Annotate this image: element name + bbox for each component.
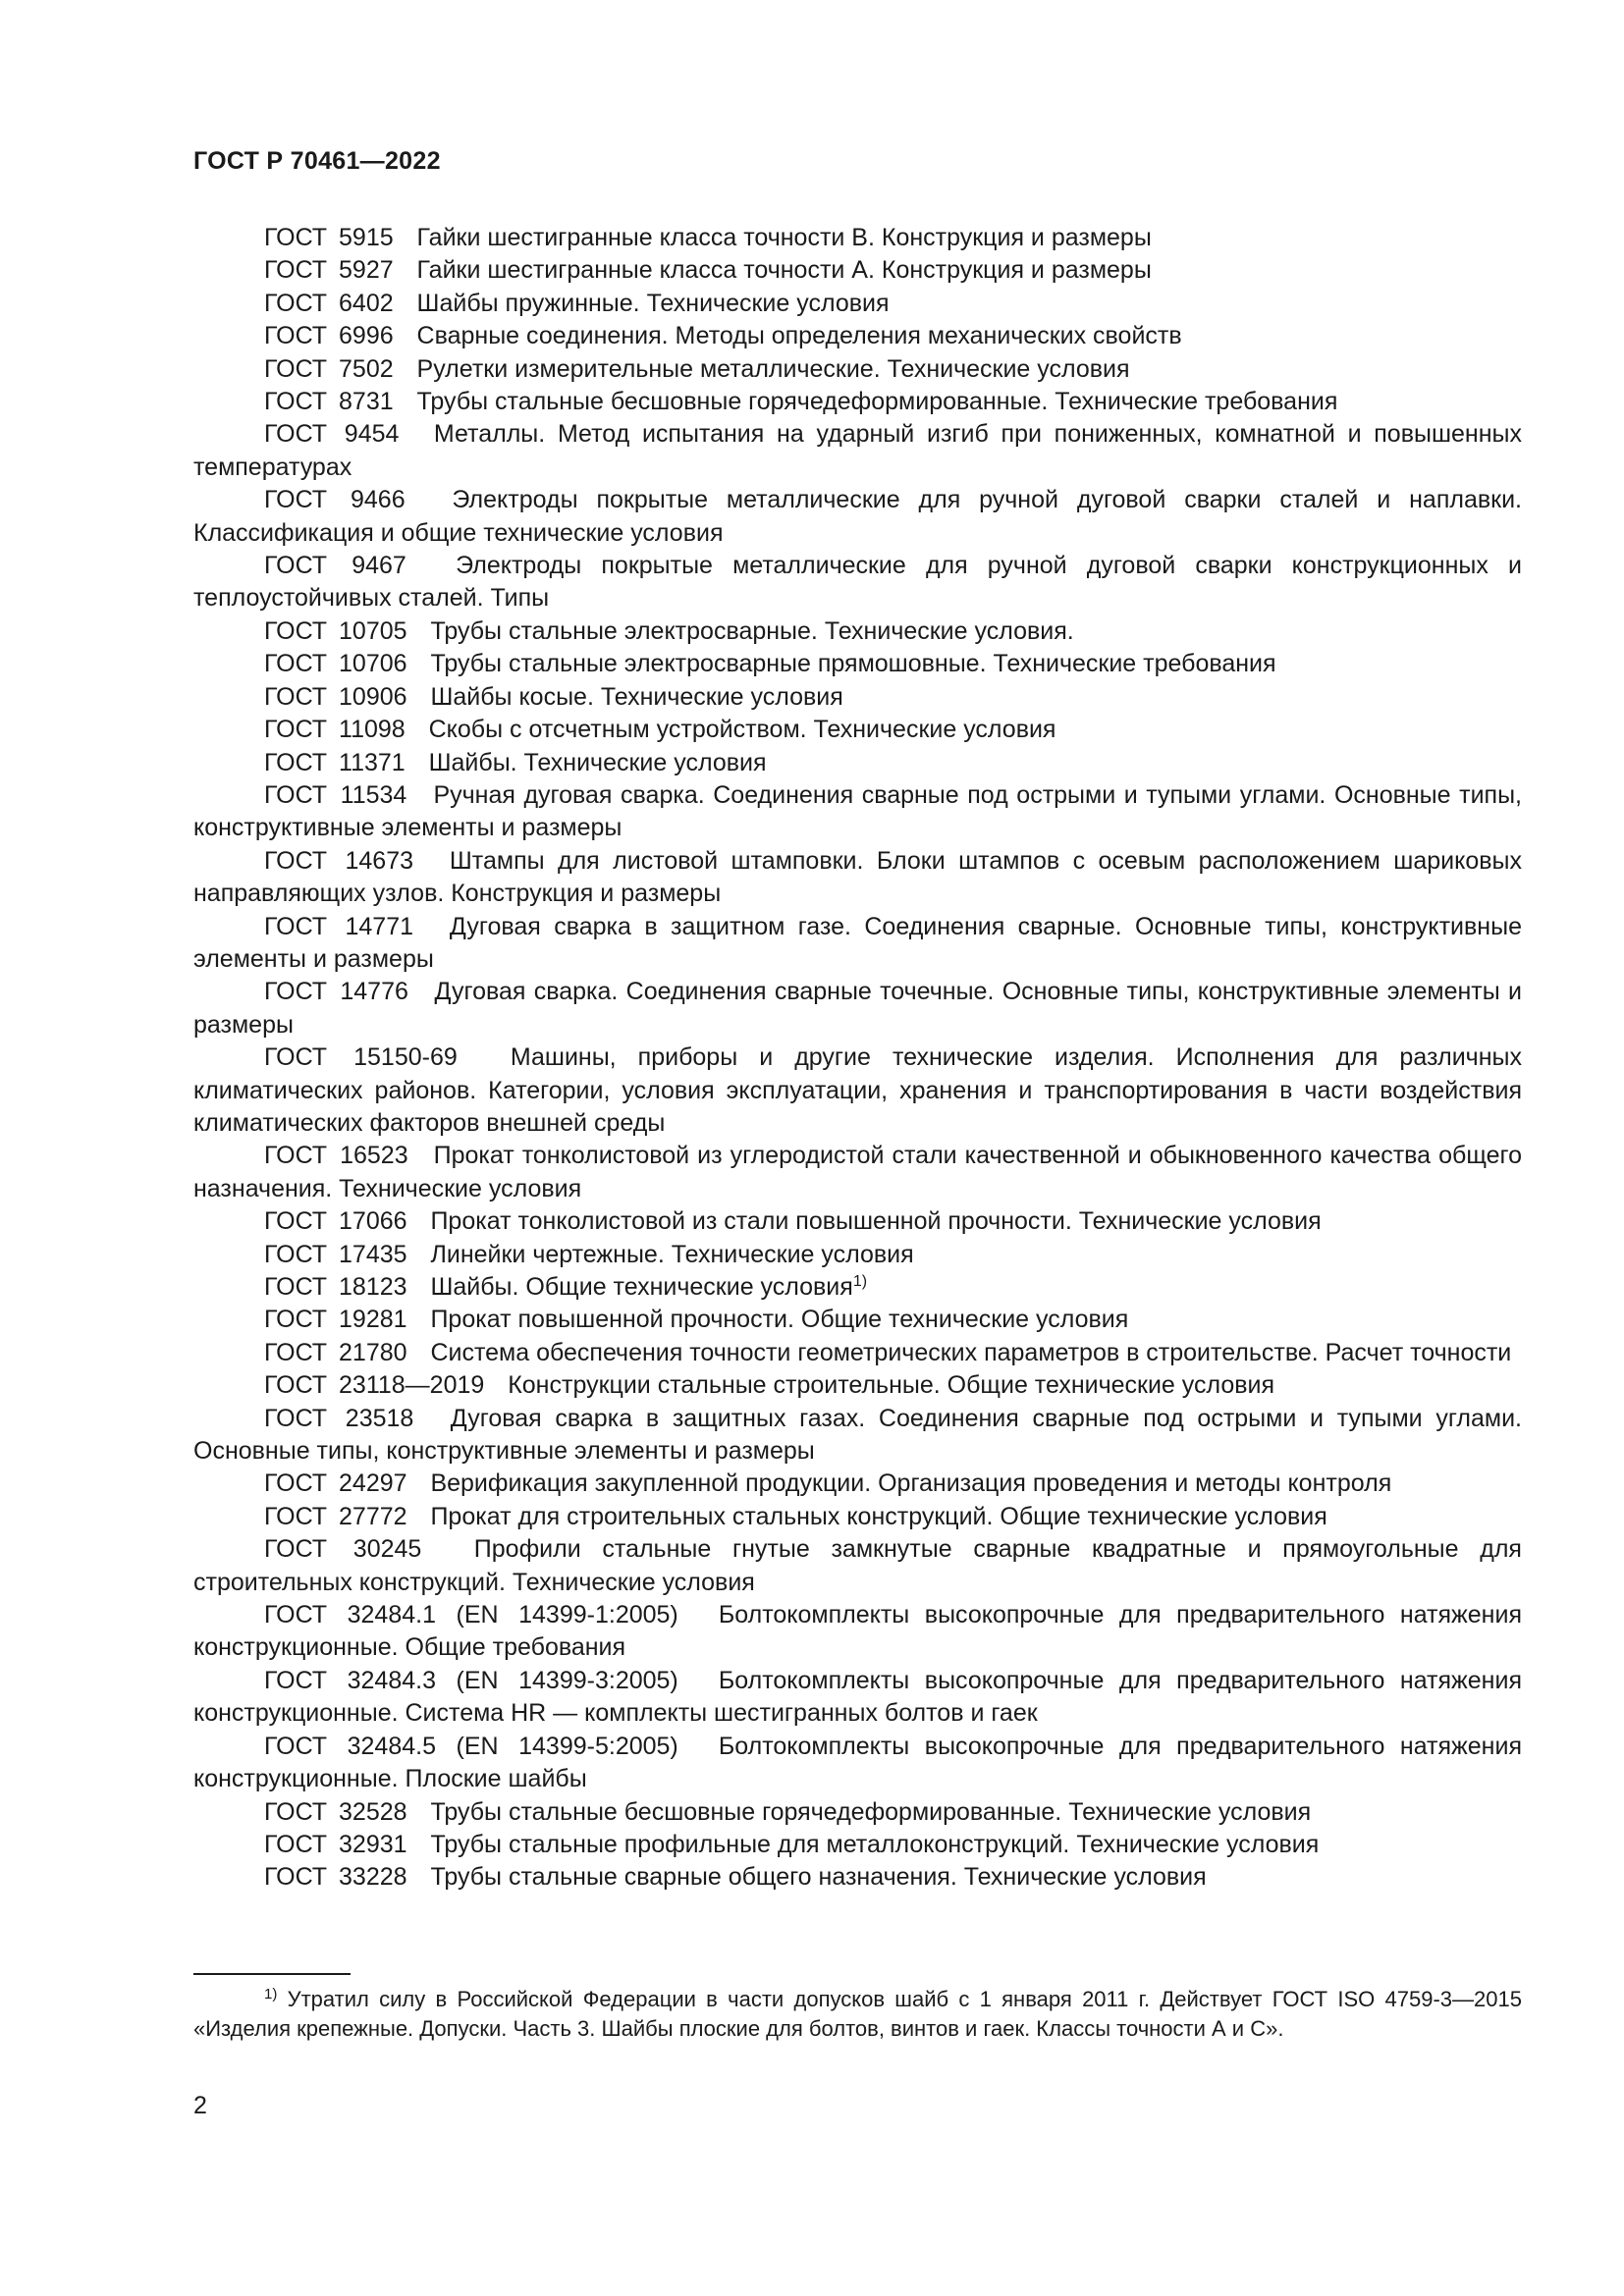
reference-title: Шайбы. Технические условия (428, 748, 767, 776)
reference-item (193, 845, 1522, 911)
reference-title: Трубы стальные электросварные. Технические условия. (430, 616, 1074, 645)
reference-title: Машины, приборы и другие технические изделия. Исполнения для различных климатических районов. Категории, условия эксплуатации, хранения и транспортирования в части воздействия климатических факторов внешней среды (193, 1043, 1522, 1137)
reference-code: ГОСТ 11371 (264, 748, 406, 776)
reference-title: Шайбы пружинные. Технические условия (416, 289, 890, 317)
reference-title: Профили стальные гнутые замкнутые сварные квадратные и прямоугольные для строительных конструкций. Технические условия (193, 1535, 1522, 1596)
reference-item (193, 222, 1522, 254)
reference-item (193, 1271, 1522, 1304)
reference-code: ГОСТ 10906 (264, 682, 407, 711)
reference-title: Металлы. Метод испытания на ударный изгиб при пониженных, комнатной и повышенных температурах (193, 420, 1522, 481)
reference-title: Гайки шестигранные класса точности А. Конструкция и размеры (416, 256, 1152, 285)
reference-title: Рулетки измерительные металлические. Технические условия (416, 354, 1130, 383)
reference-code: ГОСТ 16523 (264, 1142, 408, 1170)
reference-item (193, 1239, 1522, 1271)
reference-title: Верификация закупленной продукции. Организация проведения и методы контроля (430, 1469, 1392, 1498)
reference-item (193, 714, 1522, 746)
reference-item (193, 1665, 1522, 1731)
reference-code: ГОСТ 23518 (264, 1404, 414, 1432)
reference-item (193, 418, 1522, 484)
reference-code: ГОСТ 32484.3 (EN 14399-3:2005) (264, 1666, 678, 1694)
reference-title: Ручная дуговая сварка. Соединения сварные под острыми и тупыми углами. Основные типы, конструктивные элементы и размеры (193, 780, 1522, 842)
reference-code: ГОСТ 14771 (264, 912, 414, 940)
reference-item (193, 1205, 1522, 1238)
reference-item (193, 353, 1522, 386)
reference-code: ГОСТ 6402 (264, 289, 394, 317)
document-code-header: ГОСТ Р 70461—2022 (193, 147, 441, 175)
reference-title: Болтокомплекты высокопрочные для предварительного натяжения конструкционные. Плоские шайбы (193, 1732, 1522, 1793)
reference-item (193, 1861, 1522, 1894)
reference-title: Трубы стальные бесшовные горячедеформированные. Технические условия (430, 1797, 1312, 1826)
footnote-reference-mark[interactable]: 1) (852, 1273, 868, 1290)
reference-code: ГОСТ 5927 (264, 256, 394, 285)
reference-code: ГОСТ 33228 (264, 1863, 407, 1892)
reference-title: Скобы с отсчетным устройством. Технические условия (428, 716, 1056, 744)
reference-title: Трубы стальные электросварные прямошовные. Технические требования (430, 650, 1276, 678)
reference-code: ГОСТ 32528 (264, 1797, 407, 1826)
normative-references-list (193, 222, 1522, 1895)
reference-item (193, 386, 1522, 418)
reference-code: ГОСТ 11098 (264, 716, 406, 744)
reference-title: Шайбы косые. Технические условия (430, 682, 843, 711)
reference-title: Линейки чертежные. Технические условия (430, 1240, 914, 1268)
reference-item (193, 976, 1522, 1041)
reference-title: Дуговая сварка в защитных газах. Соединения сварные под острыми и тупыми углами. Основные типы, конструктивные элементы и размеры (193, 1404, 1522, 1466)
reference-code: ГОСТ 14776 (264, 978, 408, 1006)
reference-item (193, 648, 1522, 680)
reference-item (193, 484, 1522, 550)
reference-title: Конструкции стальные строительные. Общие технические условия (508, 1371, 1275, 1400)
reference-code: ГОСТ 17435 (264, 1240, 407, 1268)
reference-item (193, 1337, 1522, 1369)
reference-code: ГОСТ 7502 (264, 354, 394, 383)
reference-item (193, 1468, 1522, 1500)
reference-code: ГОСТ 9467 (264, 552, 406, 580)
reference-item (193, 1369, 1522, 1402)
footnote-paragraph (193, 1985, 1522, 2044)
reference-code: ГОСТ 14673 (264, 846, 414, 875)
reference-code: ГОСТ 9454 (264, 420, 400, 449)
reference-item (193, 1599, 1522, 1665)
reference-code: ГОСТ 19281 (264, 1306, 407, 1334)
reference-title: Болтокомплекты высокопрочные для предварительного натяжения конструкционные. Общие требования (193, 1601, 1522, 1662)
reference-code: ГОСТ 24297 (264, 1469, 407, 1498)
reference-code: ГОСТ 17066 (264, 1207, 407, 1236)
reference-title: Прокат повышенной прочности. Общие технические условия (430, 1306, 1129, 1334)
reference-item (193, 1403, 1522, 1468)
reference-title: Сварные соединения. Методы определения механических свойств (416, 322, 1182, 350)
reference-code: ГОСТ 10706 (264, 650, 407, 678)
footnote-text: Утратил силу в Российской Федерации в части допусков шайб с 1 января 2011 г. Действует ГОСТ ISO 4759-3—2015 «Изделия крепежные. Допуски. Часть 3. Шайбы плоские для болтов, винтов и гаек. Классы точности А и С». (193, 1987, 1522, 2041)
reference-title: Прокат тонколистовой из углеродистой стали качественной и обыкновенного качества общего назначения. Технические условия (193, 1142, 1522, 1202)
reference-item (193, 1796, 1522, 1829)
reference-title: Прокат тонколистовой из стали повышенной прочности. Технические условия (430, 1207, 1322, 1236)
reference-title: Дуговая сварка. Соединения сварные точечные. Основные типы, конструктивные элементы и размеры (193, 978, 1522, 1039)
reference-item (193, 747, 1522, 779)
reference-code: ГОСТ 32931 (264, 1830, 407, 1858)
footnote (193, 1985, 1522, 2044)
reference-item (193, 288, 1522, 320)
reference-item (193, 254, 1522, 287)
reference-item (193, 1140, 1522, 1205)
reference-code: ГОСТ 5915 (264, 224, 394, 251)
reference-item (193, 1304, 1522, 1336)
reference-item (193, 615, 1522, 648)
reference-item (193, 911, 1522, 977)
reference-code: ГОСТ 27772 (264, 1502, 407, 1530)
reference-code: ГОСТ 8731 (264, 388, 394, 416)
footnote-mark: 1) (264, 1986, 278, 2002)
reference-code: ГОСТ 18123 (264, 1273, 407, 1301)
reference-title: Гайки шестигранные класса точности В. Конструкция и размеры (416, 224, 1152, 251)
reference-item (193, 1731, 1522, 1796)
footnote-separator (193, 1973, 351, 1975)
reference-code: ГОСТ 6996 (264, 322, 394, 350)
reference-item (193, 1041, 1522, 1140)
reference-item (193, 1829, 1522, 1861)
reference-item (193, 779, 1522, 845)
reference-code: ГОСТ 11534 (264, 780, 407, 809)
reference-title: Электроды покрытые металлические для ручной дуговой сварки сталей и наплавки. Классификация и общие технические условия (193, 486, 1522, 547)
reference-code: ГОСТ 15150-69 (264, 1043, 458, 1072)
reference-item (193, 1501, 1522, 1533)
page-number: 2 (193, 2092, 207, 2119)
reference-code: ГОСТ 21780 (264, 1338, 407, 1366)
reference-item (193, 1533, 1522, 1599)
reference-code: ГОСТ 9466 (264, 486, 406, 514)
reference-code: ГОСТ 32484.1 (EN 14399-1:2005) (264, 1601, 678, 1629)
reference-title: Шайбы. Общие технические условия (430, 1273, 853, 1301)
reference-title: Электроды покрытые металлические для ручной дуговой сварки конструкционных и теплоустойчивых сталей. Типы (193, 552, 1522, 613)
reference-title: Штампы для листовой штамповки. Блоки штампов с осевым расположением шариковых направляющих узлов. Конструкция и размеры (193, 846, 1522, 908)
reference-title: Трубы стальные профильные для металлоконструкций. Технические условия (430, 1830, 1320, 1858)
reference-item (193, 681, 1522, 714)
reference-item (193, 550, 1522, 615)
reference-title: Дуговая сварка в защитном газе. Соединения сварные. Основные типы, конструктивные элементы и размеры (193, 912, 1522, 973)
reference-code: ГОСТ 30245 (264, 1535, 422, 1564)
reference-code: ГОСТ 32484.5 (EN 14399-5:2005) (264, 1732, 678, 1760)
reference-code: ГОСТ 10705 (264, 616, 407, 645)
reference-title: Прокат для строительных стальных конструкций. Общие технические условия (430, 1502, 1327, 1530)
reference-title: Болтокомплекты высокопрочные для предварительного натяжения конструкционные. Система HR — комплекты шестигранных болтов и гаек (193, 1666, 1522, 1728)
reference-code: ГОСТ 23118—2019 (264, 1371, 485, 1400)
reference-title: Система обеспечения точности геометрических параметров в строительстве. Расчет точности (430, 1338, 1512, 1366)
reference-title: Трубы стальные сварные общего назначения. Технические условия (430, 1863, 1207, 1892)
reference-item (193, 320, 1522, 352)
reference-title: Трубы стальные бесшовные горячедеформированные. Технические требования (416, 388, 1338, 416)
